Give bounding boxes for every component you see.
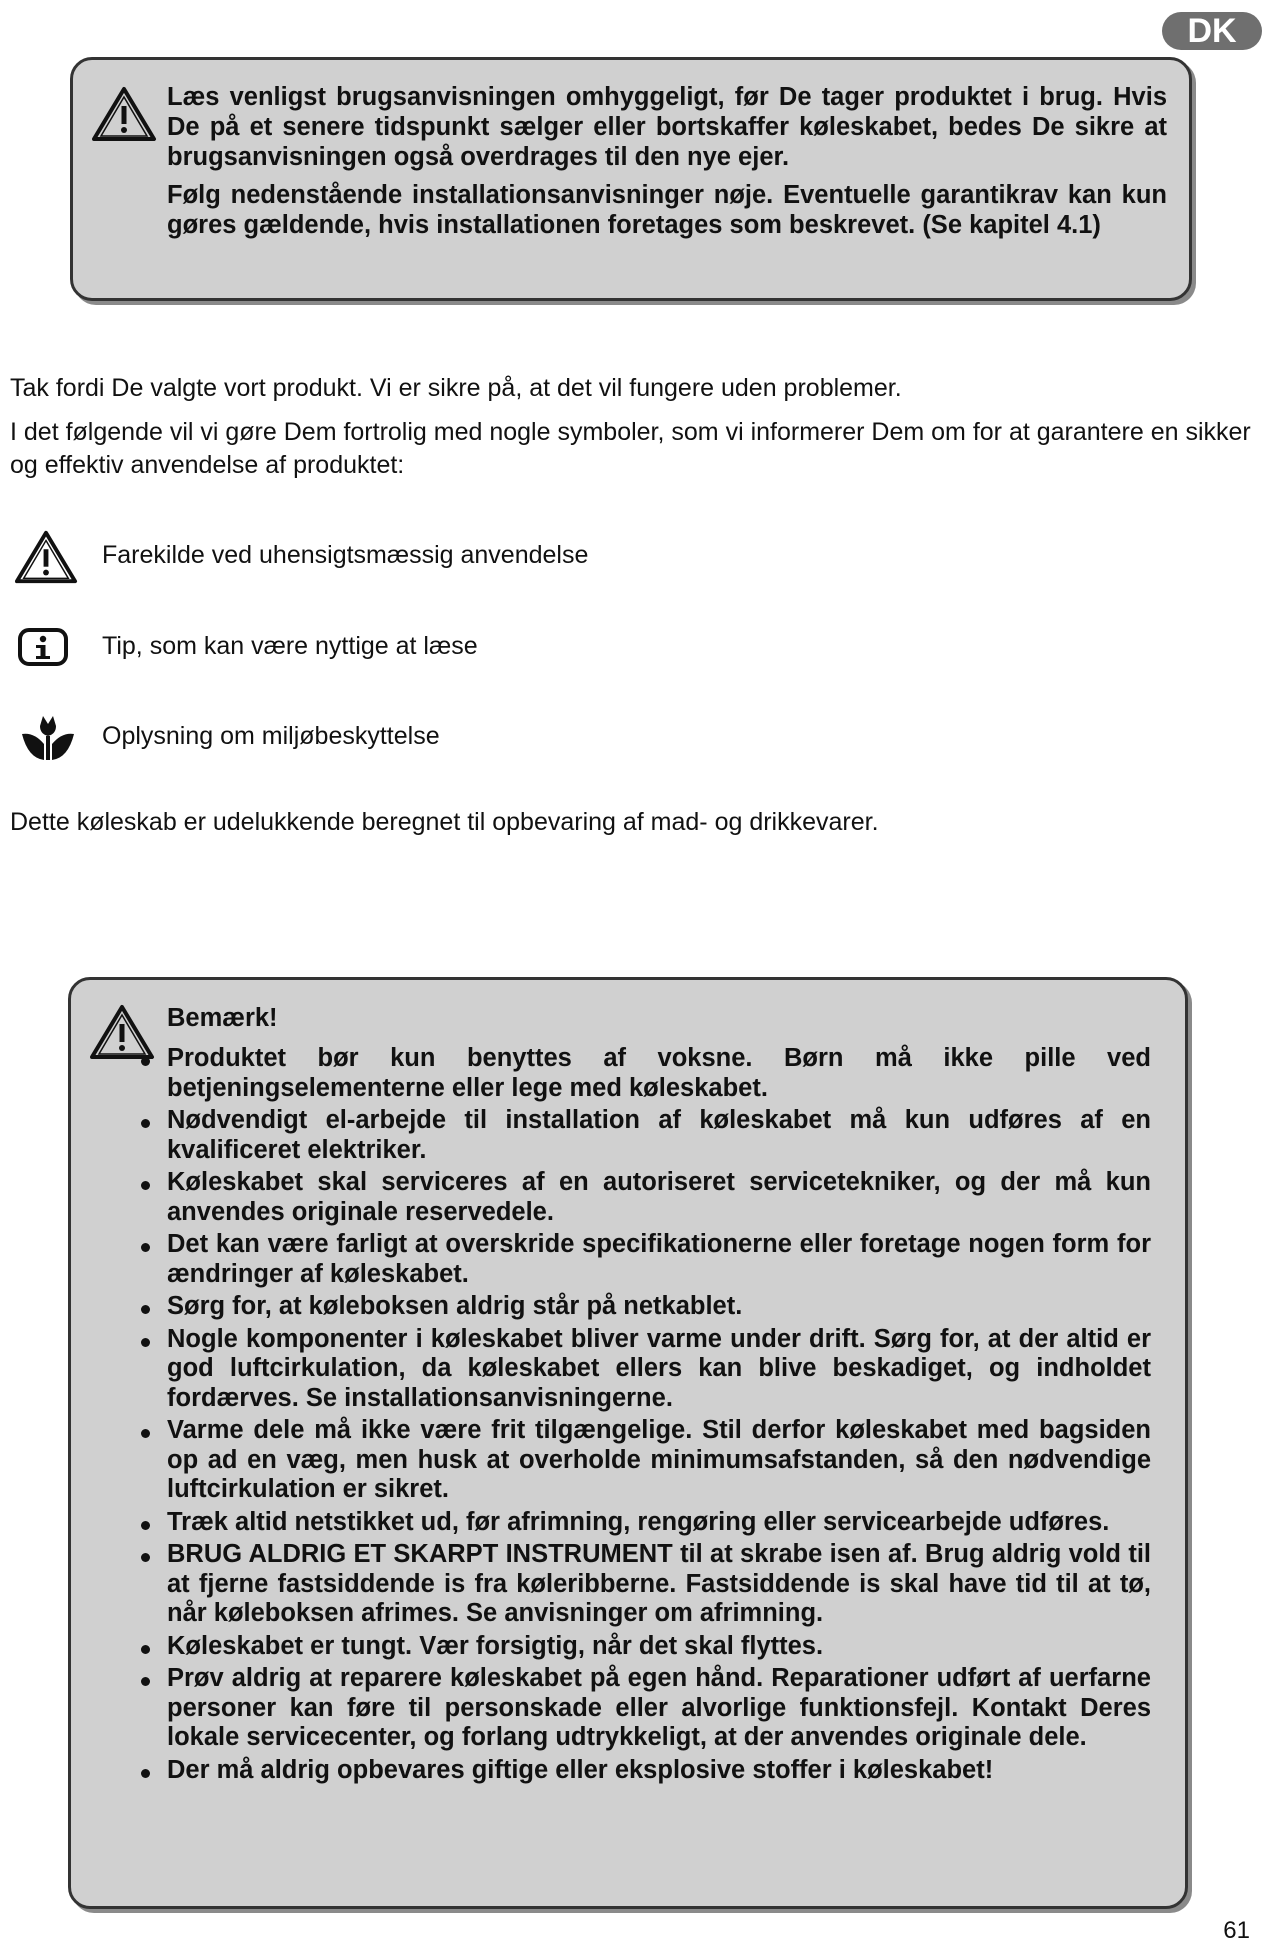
note-title: Bemærk! — [167, 1004, 278, 1032]
symbol-row-info — [14, 620, 814, 680]
info-icon — [14, 620, 78, 676]
intro-purpose: Dette køleskab er udelukkende beregnet til opbevaring af mad- og drikkevarer. — [10, 808, 879, 836]
symbol-row-danger — [14, 529, 814, 589]
symbol-label-environment: Oplysning om miljøbeskyttelse — [102, 722, 440, 750]
symbol-label-info: Tip, som kan være nyttige at læse — [102, 632, 478, 660]
list-item: Prøv aldrig at reparere køleskabet på egen hånd. Reparationer udført af uerfarne personer kan føre til personskade eller alvorlige funktionsfejl. Kontakt Deres lokale servicecenter, og forlang udtrykkeligt, at der anvendes originale dele. — [141, 1664, 1151, 1753]
intro-symbols: I det følgende vil vi gøre Dem fortrolig med nogle symboler, som vi informerer Dem om for at garantere en sikker og effektiv anvendelse af produktet: — [10, 418, 1251, 479]
list-item: Varme dele må ikke være frit tilgængelige. Stil derfor køleskabet med bagsiden op ad en væg, men husk at overholde minimumsafstanden, så den nødvendige luftcirkulation er sikret. — [141, 1416, 1151, 1505]
page-number: 61 — [1223, 1917, 1250, 1944]
symbol-row-environment — [14, 710, 814, 770]
warning-box — [70, 57, 1192, 301]
language-badge: DK — [1162, 12, 1262, 50]
list-item: Køleskabet er tungt. Vær forsigtig, når det skal flyttes. — [141, 1632, 1151, 1662]
list-item: Produktet bør kun benyttes af voksne. Børn må ikke pille ved betjeningselementerne eller lege med køleskabet. — [141, 1044, 1151, 1103]
intro-thanks: Tak fordi De valgte vort produkt. Vi er sikre på, at det vil fungere uden problemer. — [10, 374, 902, 402]
note-list — [141, 1044, 1151, 1788]
list-item: Køleskabet skal serviceres af en autoriseret servicetekniker, og der må kun anvendes originale reservedele. — [141, 1168, 1151, 1227]
warning-triangle-icon — [91, 86, 157, 142]
symbol-label-danger: Farekilde ved uhensigtsmæssig anvendelse — [102, 541, 589, 569]
warning-paragraph-1: Læs venligst brugsanvisningen omhyggeligt, før De tager produktet i brug. Hvis De på et senere tidspunkt sælger eller bortskaffer køleskabet, bedes De sikre at brugsanvisningen også overdrages til den nye ejer. — [167, 83, 1167, 171]
list-item: Sørg for, at køleboksen aldrig står på netkablet. — [141, 1292, 1151, 1322]
list-item: Nødvendigt el-arbejde til installation af køleskabet må kun udføres af en kvalificeret elektriker. — [141, 1106, 1151, 1165]
environment-flower-icon — [14, 710, 78, 766]
warning-triangle-icon — [14, 529, 78, 585]
list-item: Der må aldrig opbevares giftige eller eksplosive stoffer i køleskabet! — [141, 1756, 1151, 1786]
note-box — [68, 977, 1188, 1909]
list-item: Nogle komponenter i køleskabet bliver varme under drift. Sørg for, at der altid er god luftcirkulation, da køleskabet ellers kan blive beskadiget, og indholdet fordærves. Se installationsanvisningerne. — [141, 1325, 1151, 1414]
warning-paragraph-2: Følg nedenstående installationsanvisninger nøje. Eventuelle garantikrav kan kun gøres gældende, hvis installationen foretages som beskrevet. (Se kapitel 4.1) — [167, 181, 1167, 239]
list-item: Det kan være farligt at overskride specifikationerne eller foretage nogen form for ændringer af køleskabet. — [141, 1230, 1151, 1289]
list-item: BRUG ALDRIG ET SKARPT INSTRUMENT til at skrabe isen af. Brug aldrig vold til at fjerne fastsiddende is fra køleribberne. Fastsiddende is skal have tid til at tø, når køleboksen afrimes. Se anvisninger om afrimning. — [141, 1540, 1151, 1629]
list-item: Træk altid netstikket ud, før afrimning, rengøring eller servicearbejde udføres. — [141, 1508, 1151, 1538]
